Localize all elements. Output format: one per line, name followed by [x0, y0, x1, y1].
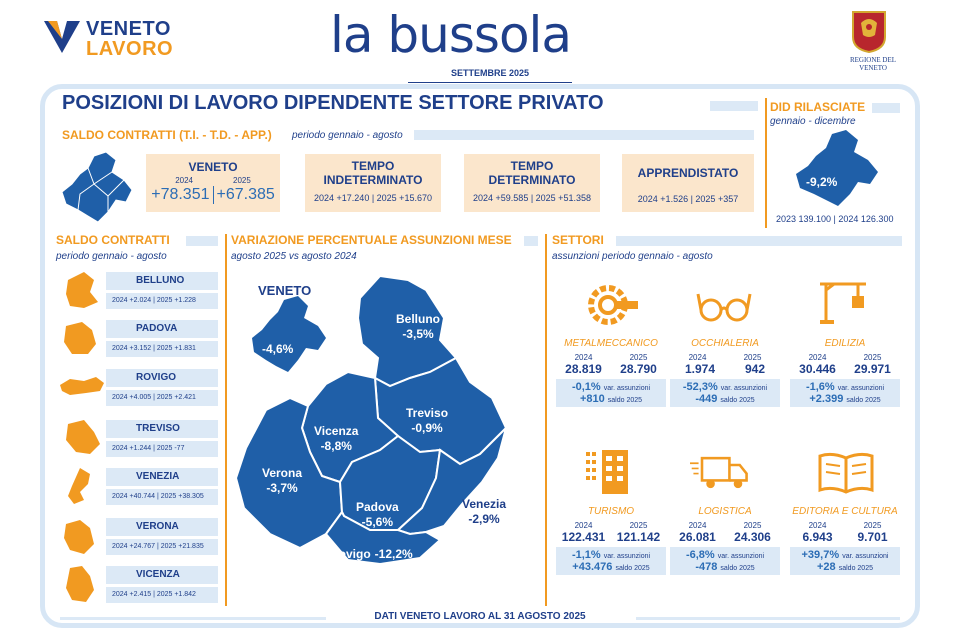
sector-years [670, 353, 780, 362]
sector-values [670, 530, 780, 544]
map-label-name: Padova [356, 500, 399, 514]
sector-years [556, 521, 666, 530]
sector-saldo-row [556, 393, 666, 405]
sector-var: -0,1% [571, 381, 601, 393]
province-name: TREVISO [106, 420, 218, 438]
province-name: VICENZA [106, 566, 218, 584]
edition-rule [408, 82, 572, 83]
sector-var-label: var. assunzioni [720, 385, 768, 392]
sector-name: LOGISTICA [698, 506, 752, 517]
veneto-map-icon [58, 150, 140, 226]
province-name: PADOVA [106, 320, 218, 338]
sector-saldo-row [790, 393, 900, 405]
province-values: 2024 +4.005 | 2025 +2.421 [106, 390, 218, 406]
kpi-app-label: APPRENDISTATO [637, 166, 739, 180]
prov-saldo-heading: SALDO CONTRATTI [56, 233, 170, 247]
sector-values [790, 362, 900, 376]
kpi-apprendistato [622, 154, 754, 212]
kpi-ti-label-1: TEMPO [351, 159, 395, 173]
kpi-ti-label-2: INDETERMINATO [323, 173, 423, 187]
kpi-app-values: 2024 +1.526 | 2025 +357 [637, 194, 739, 204]
saldo-top-period: periodo gennaio - agosto [292, 130, 403, 141]
main-title: POSIZIONI DI LAVORO DIPENDENTE SETTORE PRIVATO [62, 92, 604, 114]
did-heading: DID RILASCIATE [770, 100, 866, 114]
province-row-vicenza [106, 566, 218, 610]
province-row-padova [106, 320, 218, 364]
province-name: VERONA [106, 518, 218, 536]
province-row-rovigo [106, 369, 218, 413]
sector-saldo: -449 [695, 393, 718, 405]
sector-var-label: var. assunzioni [717, 553, 765, 560]
sector-values [790, 530, 900, 544]
province-name: ROVIGO [106, 369, 218, 387]
sector-saldo: +43.476 [572, 561, 613, 573]
sector-value-2025: 28.790 [620, 362, 657, 376]
sector-saldo: +28 [817, 561, 836, 573]
province-shape-treviso-icon [60, 418, 104, 458]
sector-saldo-label: saldo 2025 [720, 565, 755, 572]
sector-var-row [790, 381, 900, 393]
sector-year2: 2025 [743, 353, 762, 362]
sector-value-2025: 9.701 [857, 530, 888, 544]
map-label-value: -3,7% [266, 481, 298, 495]
sector-year2: 2025 [629, 521, 648, 530]
sector-value-2024: 1.974 [684, 362, 716, 376]
sector-year1: 2024 [688, 521, 707, 530]
footer-note: DATI VENETO LAVORO AL 31 AGOSTO 2025 [374, 611, 586, 622]
province-values: 2024 +2.024 | 2025 +1.228 [106, 293, 218, 309]
variazione-veneto-value: -4,6% [262, 342, 294, 356]
sector-var: -52,3% [682, 381, 718, 393]
sector-year1: 2024 [688, 353, 707, 362]
sector-var-row [670, 549, 780, 561]
map-label-treviso [406, 406, 448, 436]
kpi-veneto-label: VENETO [188, 160, 238, 174]
prov-saldo-period: periodo gennaio - agosto [56, 251, 167, 262]
kpi-veneto-divider [213, 186, 214, 204]
truck-icon [690, 446, 750, 496]
map-label-name: Rovigo [330, 547, 371, 561]
map-label-name: Belluno [396, 312, 440, 326]
did-bar [872, 103, 900, 113]
masthead-title: la bussola [330, 6, 572, 64]
hotel-icon [580, 446, 640, 496]
province-values: 2024 +40.744 | 2025 +38.305 [106, 489, 218, 505]
map-label-value: -8,8% [320, 439, 352, 453]
sector-var-row [670, 381, 780, 393]
sector-name: OCCHIALERIA [691, 338, 759, 349]
sector-name: EDITORIA E CULTURA [792, 506, 898, 517]
variazione-veneto-label: VENETO [258, 283, 312, 298]
sector-turismo [556, 506, 666, 575]
variazione-period: agosto 2025 vs agosto 2024 [231, 251, 357, 262]
sector-summary [556, 547, 666, 575]
kpi-veneto-year2: 2025 [233, 176, 251, 185]
did-period: gennaio - dicembre [770, 116, 856, 127]
map-label-value: -2,9% [468, 512, 500, 526]
sector-summary [790, 379, 900, 407]
sector-var-row [790, 549, 900, 561]
sector-value-2024: 26.081 [679, 530, 716, 544]
sector-var: +39,7% [801, 549, 840, 561]
sector-years [790, 521, 900, 530]
sector-editoria-e-cultura [790, 506, 900, 575]
sector-logistica [670, 506, 780, 575]
logo-text-lavoro: LAVORO [86, 38, 174, 60]
province-shape-vicenza-icon [60, 564, 104, 604]
map-label-belluno [396, 312, 440, 342]
prov-saldo-bar [186, 236, 218, 246]
sector-var: -1,6% [805, 381, 835, 393]
did-variation: -9,2% [806, 175, 838, 189]
sector-values [556, 362, 666, 376]
sector-saldo-row [556, 561, 666, 573]
sector-year2: 2025 [629, 353, 648, 362]
kpi-ti-values: 2024 +17.240 | 2025 +15.670 [314, 193, 432, 203]
masthead [330, 6, 630, 64]
sector-saldo: +2.399 [809, 393, 844, 405]
sector-var-row [556, 549, 666, 561]
kpi-veneto-years [146, 176, 280, 185]
variazione-heading: VARIAZIONE PERCENTUALE ASSUNZIONI MESE [231, 233, 512, 247]
sector-saldo: +810 [579, 393, 605, 405]
variazione-bar [524, 236, 538, 246]
sector-var-label: var. assunzioni [603, 385, 651, 392]
sector-values [670, 362, 780, 376]
sector-var: -1,1% [571, 549, 601, 561]
kpi-tempo-determinato [464, 154, 600, 212]
crane-icon [812, 276, 872, 326]
veneto-lavoro-logo-icon [44, 19, 80, 55]
sector-year1: 2024 [574, 353, 593, 362]
sector-saldo-row [790, 561, 900, 573]
sector-saldo: -478 [695, 561, 718, 573]
sep-right [545, 234, 547, 606]
veneto-lavoro-logo [44, 17, 194, 61]
saldo-top-heading: SALDO CONTRATTI (T.I. - T.D. - APP.) [62, 128, 272, 142]
map-label-name: Verona [262, 466, 303, 480]
province-row-verona [106, 518, 218, 562]
sector-year1: 2024 [808, 521, 827, 530]
sector-saldo-label: saldo 2025 [838, 565, 873, 572]
sector-saldo-row [670, 393, 780, 405]
sector-saldo-label: saldo 2025 [720, 397, 755, 404]
sector-value-2025: 29.971 [854, 362, 891, 376]
sector-edilizia [790, 338, 900, 407]
province-row-belluno [106, 272, 218, 316]
sector-years [670, 521, 780, 530]
kpi-veneto-values [146, 186, 280, 204]
settori-bar [616, 236, 902, 246]
kpi-td-values: 2024 +59.585 | 2025 +51.358 [473, 193, 591, 203]
map-label-value: -5,6% [361, 515, 394, 529]
sector-year1: 2024 [574, 521, 593, 530]
sector-saldo-label: saldo 2025 [615, 565, 650, 572]
sector-value-2024: 6.943 [802, 530, 833, 544]
sector-saldo-label: saldo 2025 [607, 397, 643, 404]
kpi-td-label-2: DETERMINATO [488, 173, 576, 187]
title-bar [710, 101, 758, 111]
sector-value-2025: 121.142 [616, 530, 661, 544]
map-label-value: -12,2% [374, 547, 413, 561]
sector-name: TURISMO [587, 506, 635, 517]
sector-var-row [556, 381, 666, 393]
sector-year2: 2025 [863, 521, 882, 530]
settori-period: assunzioni periodo gennaio - agosto [552, 251, 713, 262]
sector-saldo-label: saldo 2025 [846, 397, 881, 404]
province-values: 2024 +24.767 | 2025 +21.835 [106, 539, 218, 555]
sector-occhialeria [670, 338, 780, 407]
province-shape-verona-icon [60, 516, 104, 556]
map-label-vicenza [314, 424, 358, 454]
map-label-value: -0,9% [411, 421, 443, 435]
sector-year1: 2024 [808, 353, 827, 362]
province-values: 2024 +3.152 | 2025 +1.831 [106, 341, 218, 357]
sector-saldo-row [670, 561, 780, 573]
kpi-td-label-1: TEMPO [510, 159, 554, 173]
kpi-tempo-indeterminato [305, 154, 441, 212]
sector-var-label: var. assunzioni [603, 553, 651, 560]
sector-year2: 2025 [863, 353, 882, 362]
province-shape-padova-icon [60, 318, 104, 358]
map-label-name: Venezia [462, 497, 507, 511]
gear-wrench-icon [580, 280, 640, 330]
kpi-veneto [146, 154, 280, 212]
did-values: 2023 139.100 | 2024 126.300 [776, 214, 894, 224]
did-separator [765, 98, 767, 228]
sector-name: METALMECCANICO [564, 338, 658, 349]
province-row-treviso [106, 420, 218, 464]
sector-summary [670, 379, 780, 407]
sector-years [556, 353, 666, 362]
sector-name: EDILIZIA [824, 338, 866, 349]
map-label-padova [356, 500, 399, 530]
kpi-veneto-value2: +67.385 [216, 186, 275, 203]
sector-metalmeccanico [556, 338, 666, 407]
sector-var-label: var. assunzioni [837, 385, 885, 392]
province-shape-rovigo-icon [60, 367, 104, 407]
sector-summary [670, 547, 780, 575]
province-name: BELLUNO [106, 272, 218, 290]
sector-var-label: var. assunzioni [842, 553, 889, 560]
kpi-veneto-value1: +78.351 [151, 186, 210, 203]
regione-veneto-crest-icon [850, 9, 888, 53]
province-row-venezia [106, 468, 218, 512]
logo-text-veneto: VENETO [86, 18, 171, 40]
settori-heading: SETTORI [552, 233, 604, 247]
map-label-verona [262, 466, 302, 496]
sector-summary [790, 547, 900, 575]
book-icon [816, 446, 876, 496]
sector-value-2024: 30.446 [799, 362, 836, 376]
province-shape-belluno-icon [60, 270, 104, 310]
did-veneto-map-icon [794, 130, 884, 210]
saldo-top-bar [414, 130, 754, 140]
province-values: 2024 +2.415 | 2025 +1.842 [106, 587, 218, 603]
sector-values [556, 530, 666, 544]
glasses-icon [694, 280, 754, 330]
map-label-name: Treviso [406, 406, 449, 420]
province-shape-venezia-icon [60, 466, 104, 506]
sector-year2: 2025 [743, 521, 762, 530]
province-name: VENEZIA [106, 468, 218, 486]
sector-summary [556, 379, 666, 407]
edition-label: SETTEMBRE 2025 [450, 68, 530, 78]
sector-value-2024: 122.431 [561, 530, 606, 544]
map-label-venezia [462, 497, 506, 527]
kpi-veneto-year1: 2024 [175, 176, 193, 185]
province-values: 2024 +1.244 | 2025 -77 [106, 441, 218, 457]
sector-years [790, 353, 900, 362]
sector-var: -6,8% [685, 549, 715, 561]
sector-value-2025: 942 [744, 362, 766, 376]
map-label-rovigo [330, 547, 413, 562]
sep-left [225, 234, 227, 606]
region-name: REGIONE DEL VENETO [849, 56, 897, 72]
map-label-value: -3,5% [402, 327, 434, 341]
sector-value-2025: 24.306 [734, 530, 771, 544]
sector-value-2024: 28.819 [565, 362, 602, 376]
map-label-name: Vicenza [314, 424, 359, 438]
